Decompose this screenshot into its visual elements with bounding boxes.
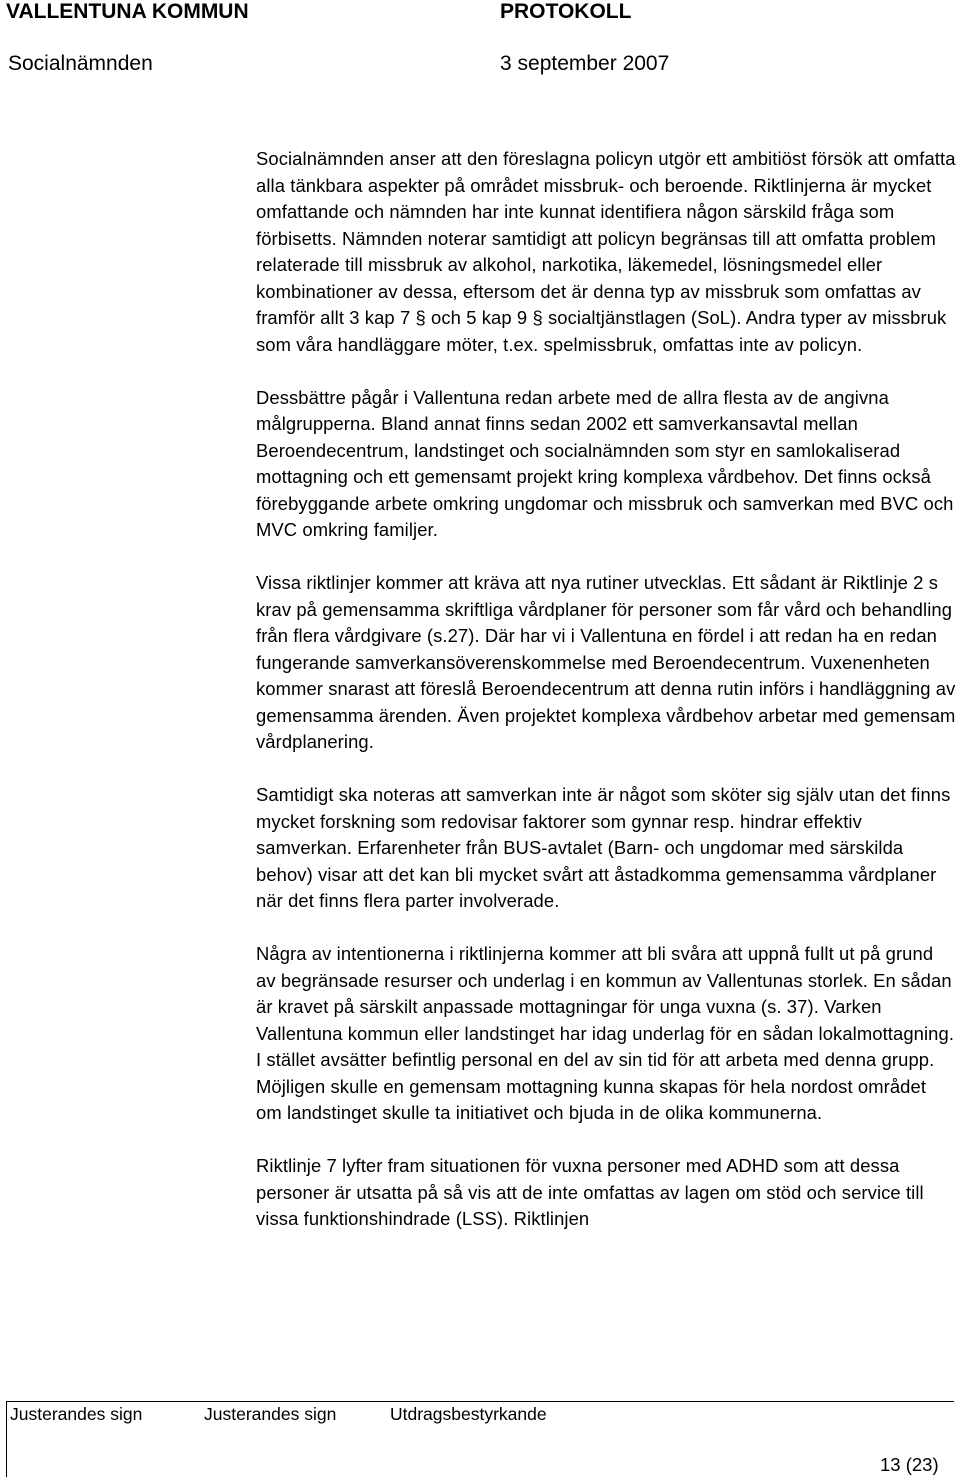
committee-name: Socialnämnden	[8, 52, 153, 75]
footer-sign-2: Justerandes sign	[204, 1404, 337, 1424]
signature-footer	[0, 1401, 960, 1482]
footer-divider	[6, 1401, 954, 1402]
footer-border-left	[6, 1401, 7, 1477]
paragraph-1: Socialnämnden anser att den föreslagna policyn utgör ett ambitiöst försök att omfatta alla tänkbara aspekter på området missbruk- och beroende. Riktlinjerna är mycket omfattande och nämnden har inte kunnat identifiera någon särskild fråga som förbisetts. Nämnden noterar samtidigt att policyn begränsas till att omfatta problem relaterade till missbruk av alkohol, narkotika, läkemedel, lösningsmedel eller kombinationer av dessa, eftersom det är denna typ av missbruk som omfattas av framför allt 3 kap 7 § och 5 kap 9 § socialtjänstlagen (SoL). Andra typer av missbruk som våra handläggare möter, t.ex. spelmissbruk, omfattas inte av policyn.	[256, 148, 956, 355]
meeting-date: 3 september 2007	[500, 52, 670, 75]
page-number: 13 (23)	[880, 1454, 939, 1475]
document-body	[256, 146, 956, 1233]
paragraph-6: Riktlinje 7 lyfter fram situationen för vuxna personer med ADHD som att dessa personer är utsatta på så vis att de inte omfattas av lagen om stöd och service till vissa funktionshindrade (LSS). Riktlinjen	[256, 1155, 924, 1229]
footer-sign-1: Justerandes sign	[10, 1404, 143, 1424]
paragraph-5: Några av intentionerna i riktlinjerna kommer att bli svåra att uppnå fullt ut på grund av begränsade resurser och underlag i en kommun av Vallentunas storlek. En sådan är kravet på särskilt anpassade mottagningar för unga vuxna (s. 37). Varken Vallentuna kommun eller landstinget har idag underlag för en sådan lokalmottagning. I stället avsätter befintlig personal en del av sin tid för att arbeta med denna grupp. Möjligen skulle en gemensam mottagning kunna skapas för hela nordost området om landstinget skulle ta initiativet och bjuda in de olika kommunerna.	[256, 943, 955, 1123]
paragraph-3: Vissa riktlinjer kommer att kräva att nya rutiner utvecklas. Ett sådant är Riktlinje 2 s krav på gemensamma skriftliga vårdplaner för personer som får vård och behandling från flera vårdgivare (s.27). Där har vi i Vallentuna en fördel i att redan ha en redan fungerande samverkansöverenskommelse med Beroendecentrum. Vuxenenheten kommer snarast att föreslå Beroendecentrum att denna rutin införs i handläggning av gemensamma ärenden. Även projektet komplexa vårdbehov arbetar med gemensam vårdplanering.	[256, 572, 956, 752]
document-type: PROTOKOLL	[500, 0, 632, 23]
paragraph-2: Dessbättre pågår i Vallentuna redan arbete med de allra flesta av de angivna målgrupperna. Bland annat finns sedan 2002 ett samverkansavtal mellan Beroendecentrum, landstinget och socialnämnden som styr en samlokaliserad mottagning och ett gemensamt projekt kring komplexa vårdbehov. Det finns också förebyggande arbete omkring ungdomar och missbruk och samverkan med BVC och MVC omkring familjer.	[256, 386, 954, 540]
organization-name: VALLENTUNA KOMMUN	[6, 0, 249, 23]
footer-extract-certification: Utdragsbestyrkande	[390, 1404, 547, 1424]
paragraph-4: Samtidigt ska noteras att samverkan inte är något som sköter sig själv utan det finns mycket forskning som redovisar faktorer som gynnar resp. hindrar effektiv samverkan. Erfarenheter från BUS-avtalet (Barn- och ungdomar med särskilda behov) visar att det kan bli mycket svårt att åstadkomma gemensamma vårdplaner när det finns flera parter involverade.	[256, 784, 951, 911]
